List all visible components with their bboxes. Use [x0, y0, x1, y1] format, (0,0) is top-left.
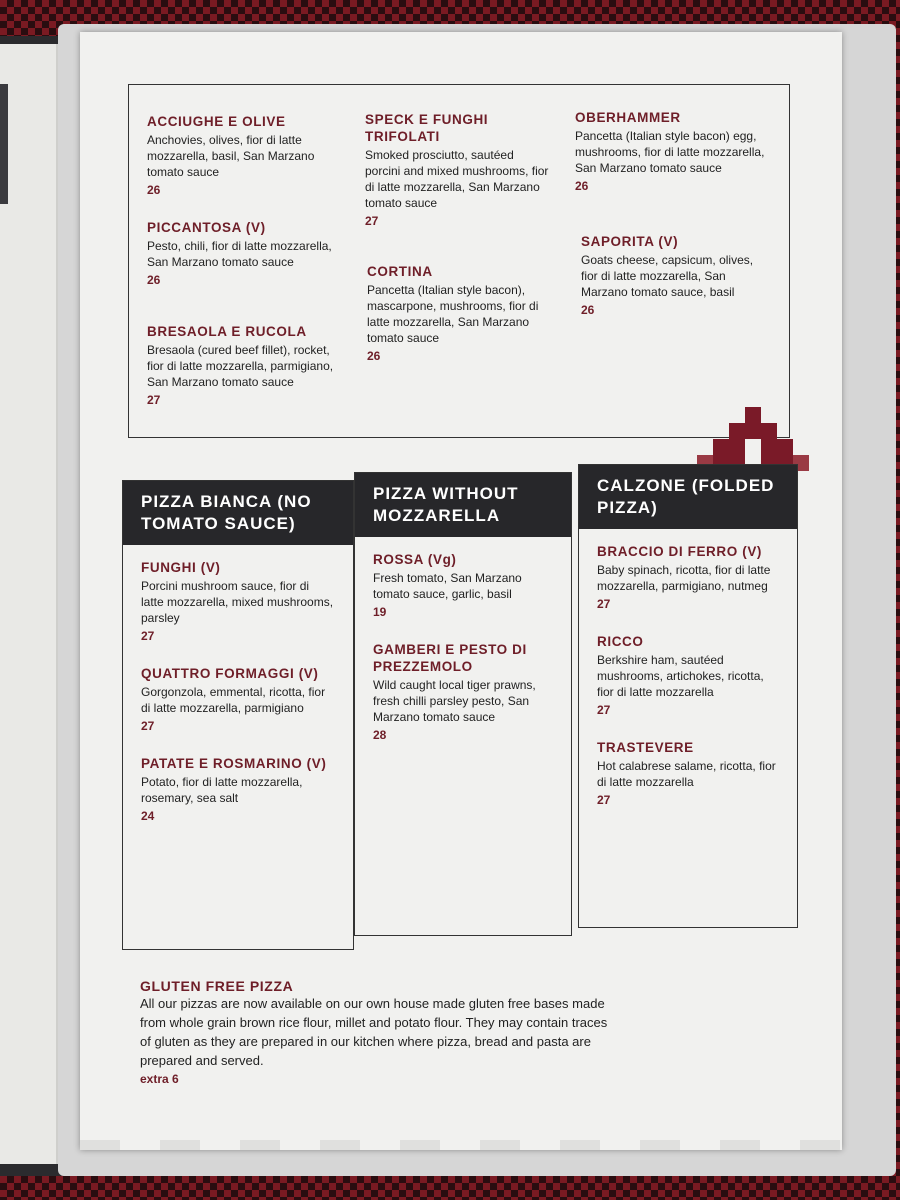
- menu-item: [597, 739, 779, 807]
- menu-item: [367, 263, 552, 363]
- dietary-tag: (V): [306, 756, 327, 771]
- item-description: Pancetta (Italian style bacon) egg, mushrooms, fior di latte mozzarella, San Marzano tomato sauce: [575, 129, 765, 175]
- menu-item: [365, 111, 550, 228]
- item-price: 27: [141, 629, 155, 643]
- item-name: SPECK E FUNGHI TRIFOLATI: [365, 112, 489, 144]
- menu-item: [575, 109, 765, 193]
- item-description: Gorgonzola, emmental, ricotta, fior di latte mozzarella, parmigiano: [141, 685, 326, 715]
- gluten-free-text: All our pizzas are now available on our own house made gluten free bases made from whole grain brown rice flour, millet and potato flour. They may contain traces of gluten as they are prepared in our kitchen where pizza, bread and pasta are prepared and served.: [140, 996, 608, 1068]
- item-name: CORTINA: [367, 264, 433, 279]
- item-name: TRASTEVERE: [597, 740, 694, 755]
- item-price: 26: [581, 303, 595, 317]
- menu-item: [373, 641, 553, 742]
- item-description: Potato, fior di latte mozzarella, rosemary, sea salt: [141, 775, 303, 805]
- item-name: PICCANTOSA (V): [147, 220, 266, 235]
- menu-item: [147, 219, 337, 287]
- menu-page: [80, 32, 842, 1150]
- item-description: Pancetta (Italian style bacon), mascarpone, mushrooms, fior di latte mozzarella, San Marzano tomato sauce: [367, 283, 539, 345]
- item-description: Anchovies, olives, fior di latte mozzarella, basil, San Marzano tomato sauce: [147, 133, 315, 179]
- item-description: Hot calabrese salame, ricotta, fior di latte mozzarella: [597, 759, 776, 789]
- section-calzone: [578, 464, 798, 928]
- section-pizza-bianca: [122, 480, 354, 950]
- section-header: PIZZA BIANCA (NO TOMATO SAUCE): [123, 481, 353, 545]
- menu-item: [373, 551, 553, 619]
- gluten-free-title: GLUTEN FREE PIZZA: [140, 978, 294, 994]
- item-price: 26: [575, 179, 589, 193]
- dietary-tag: (V): [200, 560, 221, 575]
- left-page: [0, 44, 58, 1164]
- section-header: CALZONE (FOLDED PIZZA): [579, 465, 797, 529]
- bottom-pattern-stripe: [80, 1140, 842, 1150]
- item-description: Wild caught local tiger prawns, fresh chilli parsley pesto, San Marzano tomato sauce: [373, 678, 536, 724]
- item-name: SAPORITA (V): [581, 234, 679, 249]
- item-description: Goats cheese, capsicum, olives, fior di latte mozzarella, San Marzano tomato sauce, basil: [581, 253, 754, 299]
- item-price: 27: [597, 597, 611, 611]
- menu-item: [597, 543, 779, 611]
- menu-item: [147, 113, 337, 197]
- item-price: 27: [365, 214, 379, 228]
- item-price: 27: [141, 719, 155, 733]
- item-name: OBERHAMMER: [575, 110, 681, 125]
- item-name: GAMBERI E PESTO DI PREZZEMOLO: [373, 642, 527, 674]
- item-name: ROSSA (Vg): [373, 552, 457, 567]
- item-description: Berkshire ham, sautéed mushrooms, artichokes, ricotta, fior di latte mozzarella: [597, 653, 764, 699]
- dietary-tag: (V): [658, 234, 679, 249]
- menu-item: [141, 665, 335, 733]
- gluten-free-price: extra 6: [140, 1072, 179, 1086]
- item-description: Bresaola (cured beef fillet), rocket, fior di latte mozzarella, parmigiano, San Marzano tomato sauce: [147, 343, 334, 389]
- gluten-free-note: [140, 978, 610, 1086]
- item-price: 27: [597, 793, 611, 807]
- item-name: BRACCIO DI FERRO (V): [597, 544, 763, 559]
- item-name: ACCIUGHE E OLIVE: [147, 114, 286, 129]
- page-tab: [0, 84, 8, 204]
- section-items: [579, 529, 797, 807]
- item-price: 27: [147, 393, 161, 407]
- dietary-tag: (V): [742, 544, 763, 559]
- item-name: RICCO: [597, 634, 644, 649]
- item-description: Fresh tomato, San Marzano tomato sauce, garlic, basil: [373, 571, 522, 601]
- menu-item: [141, 559, 335, 643]
- menu-item: [581, 233, 771, 317]
- section-pizza-without-mozzarella: [354, 472, 572, 936]
- item-price: 26: [367, 349, 381, 363]
- item-name: BRESAOLA E RUCOLA: [147, 324, 307, 339]
- item-price: 19: [373, 605, 387, 619]
- item-description: Pesto, chili, fior di latte mozzarella, San Marzano tomato sauce: [147, 239, 332, 269]
- item-description: Smoked prosciutto, sautéed porcini and mixed mushrooms, fior di latte mozzarella, San Marzano tomato sauce: [365, 148, 549, 210]
- item-price: 24: [141, 809, 155, 823]
- item-price: 28: [373, 728, 387, 742]
- item-name: FUNGHI (V): [141, 560, 221, 575]
- dietary-tag: (Vg): [427, 552, 457, 567]
- item-description: Porcini mushroom sauce, fior di latte mozzarella, mixed mushrooms, parsley: [141, 579, 334, 625]
- menu-item: [141, 755, 335, 823]
- menu-item: [597, 633, 779, 717]
- section-header: PIZZA WITHOUT MOZZARELLA: [355, 473, 571, 537]
- top-menu-box: [128, 84, 790, 438]
- item-name: PATATE E ROSMARINO (V): [141, 756, 327, 771]
- dietary-tag: (V): [245, 220, 266, 235]
- item-name: QUATTRO FORMAGGI (V): [141, 666, 319, 681]
- item-price: 26: [147, 183, 161, 197]
- section-items: [123, 545, 353, 823]
- section-items: [355, 537, 571, 742]
- menu-item: [147, 323, 337, 407]
- item-description: Baby spinach, ricotta, fior di latte mozzarella, parmigiano, nutmeg: [597, 563, 771, 593]
- dietary-tag: (V): [298, 666, 319, 681]
- item-price: 27: [597, 703, 611, 717]
- item-price: 26: [147, 273, 161, 287]
